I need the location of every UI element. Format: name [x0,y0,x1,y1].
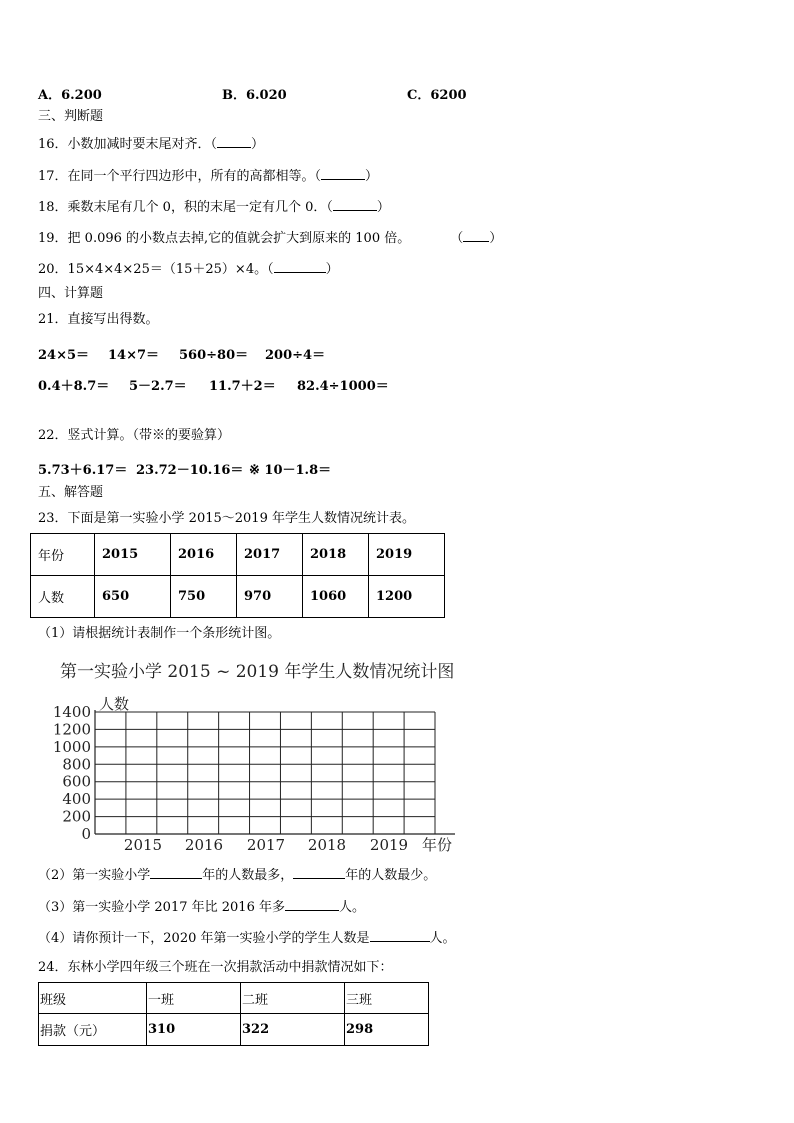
row-header: 班级 [39,983,147,1014]
calc-item: 23.72－10.16＝ [136,463,244,478]
calc-item: 5.73＋6.17＝ [38,463,128,478]
calc-item: 0.4＋8.7＝ [38,379,110,394]
y-axis-label: 人数 [99,695,130,713]
answer-blank-16[interactable] [217,135,251,148]
table-cell: 970 [237,576,303,618]
answer-blank-18[interactable] [333,198,377,211]
question-text: （4）请你预计一下，2020 年第一实验小学的学生人数是 [38,931,370,946]
close-paren: ） [489,231,503,246]
close-paren: ） [376,200,390,215]
question-16 [38,135,264,153]
calc-item: 11.7＋2＝ [209,379,276,394]
y-tick-label: 0 [81,825,91,843]
table-row-classes [39,983,429,1014]
option-a: A．6.200 [38,88,102,103]
calc-row-1 [38,344,325,363]
table-cell: 750 [171,576,237,618]
question-20 [38,260,339,278]
question-24: 24．东林小学四年级三个班在一次捐款活动中捐款情况如下： [38,960,393,975]
table-cell: 310 [147,1014,241,1046]
table-cell: 二班 [241,983,345,1014]
section-3-heading: 三、判断题 [38,109,104,124]
answer-blank-least[interactable] [293,866,345,879]
question-22: 22．竖式计算。（带※的要验算） [38,428,231,443]
answer-blank-most[interactable] [150,866,202,879]
option-b: B．6.020 [222,88,287,103]
student-count-table [30,533,445,618]
row-header: 人数 [31,576,95,618]
question-23-2 [38,866,436,884]
question-21: 21．直接写出得数。 [38,312,159,327]
option-c: C．6200 [407,88,467,103]
calc-item: 24×5＝ [38,348,90,363]
x-axis-label: 年份 [422,836,453,854]
question-18-text: 18．乘数末尾有几个 0，积的末尾一定有几个 0．（ [38,200,333,215]
x-tick-label: 2018 [307,836,347,854]
section-5-heading: 五、解答题 [38,485,104,500]
donation-table [38,982,429,1046]
calc-item: 5－2.7＝ [129,379,187,394]
calc-row-2 [38,375,389,394]
question-19: 19．把 0.096 的小数点去掉,它的值就会扩大到原来的 100 倍。 （ ） [38,231,503,246]
question-text: （2）第一实验小学 [38,868,151,883]
table-cell: 2016 [171,534,237,576]
table-cell: 2015 [95,534,171,576]
calc-item: ※ 10－1.8＝ [249,463,332,478]
table-cell: 1200 [369,576,445,618]
x-tick-label: 2015 [123,836,163,854]
y-tick-label: 400 [62,790,91,809]
x-tick-label: 2016 [184,836,224,854]
question-18 [38,198,390,216]
question-text: 年的人数最多， [202,868,294,883]
row-header: 年份 [31,534,95,576]
calc-item: 14×7＝ [108,348,160,363]
answer-blank-20[interactable] [274,260,326,273]
table-cell: 298 [345,1014,429,1046]
question-20-text: 20．15×4×4×25＝（15＋25）×4。（ [38,262,274,277]
question-23-3 [38,898,365,916]
answer-blank-difference[interactable] [285,898,339,911]
table-row-donations [39,1014,429,1046]
close-paren: ） [365,169,379,184]
table-row-years [31,534,445,576]
question-text: 人。 [429,931,456,946]
table-cell: 650 [95,576,171,618]
question-23-1: （1）请根据统计表制作一个条形统计图。 [38,626,281,641]
answer-blank-19[interactable] [463,229,489,242]
calc-item: 82.4÷1000＝ [297,379,389,394]
y-tick-label: 800 [62,755,91,774]
answer-blank-estimate[interactable] [370,929,430,942]
bar-chart-grid[interactable] [30,688,470,858]
y-tick-label: 200 [62,807,91,826]
question-19-text: 19．把 0.096 的小数点去掉,它的值就会扩大到原来的 100 倍。 [38,231,411,246]
chart-title: 第一实验小学 2015 ~ 2019 年学生人数情况统计图 [60,662,455,682]
table-cell: 2017 [237,534,303,576]
question-text: 年的人数最少。 [345,868,437,883]
y-tick-label: 1000 [52,737,91,756]
row-header: 捐款（元） [39,1014,147,1046]
x-tick-label: 2017 [246,836,286,854]
x-tick-label: 2019 [369,836,409,854]
y-tick-label: 600 [62,772,91,791]
table-cell: 322 [241,1014,345,1046]
table-cell: 1060 [303,576,369,618]
table-cell: 一班 [147,983,241,1014]
table-cell: 2019 [369,534,445,576]
question-text: 人。 [338,900,365,915]
question-16-text: 16．小数加减时要末尾对齐．（ [38,137,218,152]
table-cell: 三班 [345,983,429,1014]
close-paren: ） [325,262,339,277]
calc-item: 200÷4＝ [265,348,326,363]
question-23-4 [38,929,456,947]
section-4-heading: 四、计算题 [38,286,104,301]
question-text: （3）第一实验小学 2017 年比 2016 年多 [38,900,285,915]
question-23: 23．下面是第一实验小学 2015～2019 年学生人数情况统计表。 [38,511,415,526]
y-tick-label: 1400 [52,703,91,721]
y-tick-label: 1200 [52,720,91,739]
vertical-calc-row [38,459,331,478]
table-cell: 2018 [303,534,369,576]
calc-item: 560÷80＝ [179,348,249,363]
question-17 [38,167,378,185]
close-paren: ） [251,137,265,152]
question-17-text: 17．在同一个平行四边形中，所有的高都相等。（ [38,169,322,184]
answer-blank-17[interactable] [321,167,365,180]
table-row-counts [31,576,445,618]
